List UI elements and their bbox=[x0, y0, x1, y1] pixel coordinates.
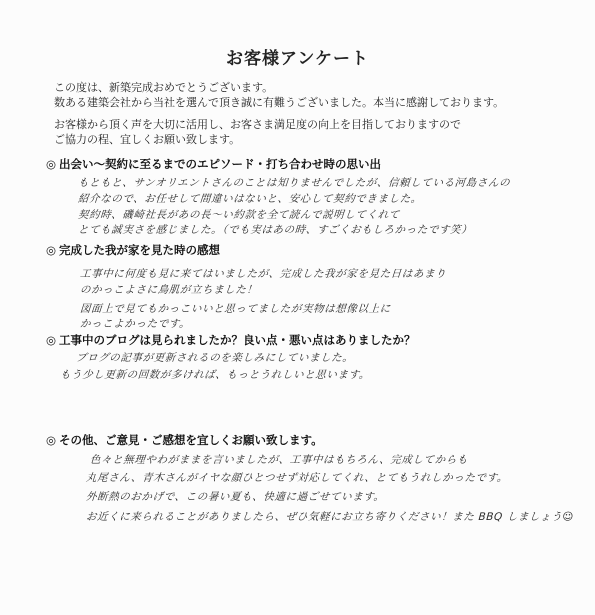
handwritten-answer-line: かっこよかったです。 bbox=[79, 318, 191, 330]
double-circle-icon: ◎ bbox=[46, 243, 57, 257]
handwritten-answer-line: 契約時、磯崎社長があの長～い約款を全て読んで説明してくれて bbox=[77, 209, 401, 221]
handwritten-answer-line: 紹介なので、お任せして間違いはないと、安心して契約できました。 bbox=[77, 193, 423, 205]
double-circle-icon: ◎ bbox=[46, 333, 57, 347]
intro-line: お客様から頂く声を大切に活用し、お客さま満足度の向上を目指しておりますので bbox=[54, 118, 461, 131]
question-text: 完成した我が家を見た時の感想 bbox=[59, 243, 220, 257]
page-title: お客様アンケート bbox=[226, 49, 369, 69]
question-heading bbox=[46, 156, 381, 172]
handwritten-answer-line: もう少し更新の回数が多ければ、もっとうれしいと思います。 bbox=[59, 369, 371, 381]
handwritten-answer-line: もともと、サンオリエントさんのことは知りませんでしたが、信頼している河島さんの bbox=[77, 177, 511, 189]
question-text: その他、ご意見・ご感想を宜しくお願い致します。 bbox=[59, 433, 323, 447]
intro-line: ご協力の程、宜しくお願い致します。 bbox=[54, 133, 241, 146]
handwritten-answer-line: とても誠実さを感じました。（でも実はあの時、すごくおもしろかったです笑） bbox=[77, 224, 473, 236]
handwritten-answer-line: 外断熱のおかげで、この暑い夏も、快適に過ごせています。 bbox=[85, 491, 386, 503]
handwritten-answer-line: 色々と無理やわがままを言いましたが、工事中はもちろん、完成してからも bbox=[89, 454, 469, 466]
question-heading bbox=[46, 432, 323, 448]
question-heading bbox=[46, 242, 220, 258]
question-text: 工事中のブログは見られましたか？良い点・悪い点はありましたか？ bbox=[59, 333, 416, 347]
handwritten-answer-line: のかっこよさに鳥肌が立ちました！ bbox=[79, 284, 258, 296]
intro-line: 数ある建築会社から当社を選んで頂き誠に有難うございました。本当に感謝しております。 bbox=[54, 96, 505, 109]
intro-line: この度は、新築完成おめでとうございます。 bbox=[54, 81, 274, 94]
handwritten-answer-line: ブログの記事が更新されるのを楽しみにしていました。 bbox=[75, 352, 354, 364]
handwritten-answer-line: お近くに来られることがありましたら、ぜひ気軽にお立ち寄りください！また BBQ しましょう☺ bbox=[85, 511, 575, 523]
question-text: 出会い～契約に至るまでのエピソード・打ち合わせ時の思い出 bbox=[59, 157, 381, 171]
double-circle-icon: ◎ bbox=[46, 433, 57, 447]
handwritten-answer-line: 図面上で見てもかっこいいと思ってましたが実物は想像以上に bbox=[79, 303, 392, 315]
question-heading bbox=[46, 332, 416, 348]
handwritten-answer-line: 丸尾さん、青木さんがイヤな顔ひとつせず対応してくれ、とてもうれしかったです。 bbox=[85, 472, 509, 484]
double-circle-icon: ◎ bbox=[46, 157, 57, 171]
handwritten-answer-line: 工事中に何度も見に来てはいましたが、完成した我が家を見た日はあまり bbox=[79, 268, 447, 280]
